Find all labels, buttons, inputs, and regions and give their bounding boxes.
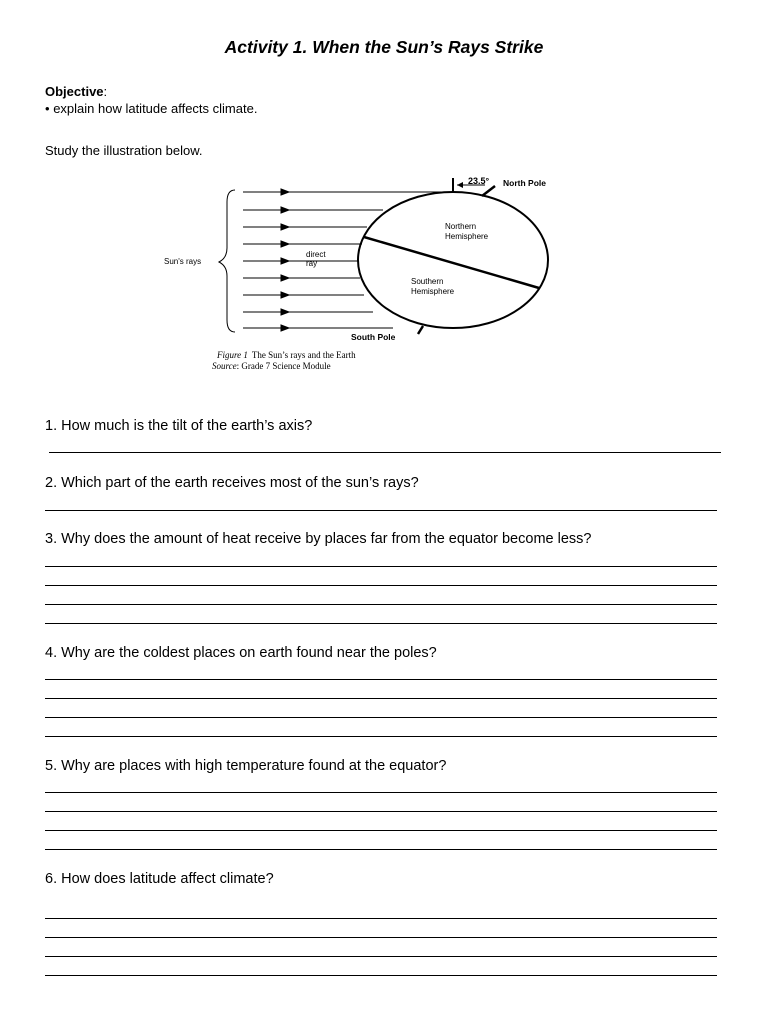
objective-label: Objective (45, 84, 104, 99)
figure-source (212, 361, 331, 371)
instruction-text: Study the illustration below. (45, 143, 203, 158)
answer-line[interactable] (45, 510, 717, 511)
ray-arrow (281, 207, 289, 213)
question-1: 1. How much is the tilt of the earth’s axis? (45, 418, 313, 434)
answer-line[interactable] (45, 679, 717, 680)
objective-text: explain how latitude affects climate. (53, 101, 258, 116)
question-2: 2. Which part of the earth receives most of the sun’s rays? (45, 475, 419, 491)
activity-title: Activity 1. When the Sun’s Rays Strike (224, 37, 544, 57)
tilt-arrow-head (457, 182, 463, 188)
figure-caption (216, 350, 356, 360)
suns-rays-label: Sun's rays (164, 257, 202, 266)
answer-line[interactable] (45, 566, 717, 567)
answer-line[interactable] (45, 811, 717, 812)
objective-colon: : (103, 84, 108, 99)
figure-source-text: : Grade 7 Science Module (236, 361, 331, 371)
direct-ray-label-2: ray (306, 259, 318, 268)
rays-brace (219, 190, 235, 332)
question-4: 4. Why are the coldest places on earth found near the poles? (45, 645, 437, 661)
answer-line[interactable] (45, 736, 717, 737)
answer-line[interactable] (45, 698, 717, 699)
answer-line[interactable] (45, 585, 717, 586)
north-pole-label: North Pole (503, 178, 546, 188)
question-5: 5. Why are places with high temperature found at the equator? (45, 758, 447, 774)
answer-line[interactable] (49, 452, 721, 453)
answer-line[interactable] (45, 604, 717, 605)
earth-circle (358, 192, 548, 328)
ray-arrow (281, 292, 289, 298)
northern-hemisphere-label-1: Northern (445, 222, 477, 231)
sun-rays-group (243, 189, 453, 331)
figure-source-prefix: Source (212, 361, 237, 371)
answer-line[interactable] (45, 918, 717, 919)
answer-line[interactable] (45, 830, 717, 831)
objective-heading (45, 84, 107, 99)
direct-ray-label-1: direct (306, 250, 326, 259)
answer-line[interactable] (45, 849, 717, 850)
bullet-icon: • (45, 101, 50, 116)
answer-line[interactable] (45, 792, 717, 793)
north-pole-axis (482, 186, 495, 196)
answer-line[interactable] (45, 956, 717, 957)
figure-caption-prefix: Figure 1 (217, 350, 248, 360)
south-pole-label: South Pole (351, 332, 396, 342)
ray-arrow (281, 241, 289, 247)
southern-hemisphere-label-2: Hemisphere (411, 287, 455, 296)
ray-arrow (281, 189, 289, 195)
answer-line[interactable] (45, 717, 717, 718)
question-6: 6. How does latitude affect climate? (45, 871, 274, 887)
objective-item (45, 101, 257, 116)
answer-line[interactable] (45, 975, 717, 976)
question-3: 3. Why does the amount of heat receive by places far from the equator become less? (45, 531, 592, 547)
figure-caption-text: The Sun’s rays and the Earth (251, 350, 356, 360)
southern-hemisphere-label-1: Southern (411, 277, 444, 286)
northern-hemisphere-label-2: Hemisphere (445, 232, 489, 241)
ray-arrow (281, 309, 289, 315)
answer-line[interactable] (45, 937, 717, 938)
equator-line (364, 237, 539, 288)
sun-rays-figure (155, 170, 565, 380)
ray-arrow (281, 275, 289, 281)
ray-arrow (281, 224, 289, 230)
ray-arrow (281, 258, 289, 264)
answer-line[interactable] (45, 623, 717, 624)
tilt-angle-label: 23.5° (468, 176, 490, 186)
south-pole-axis (418, 326, 423, 334)
ray-arrow (281, 325, 289, 331)
